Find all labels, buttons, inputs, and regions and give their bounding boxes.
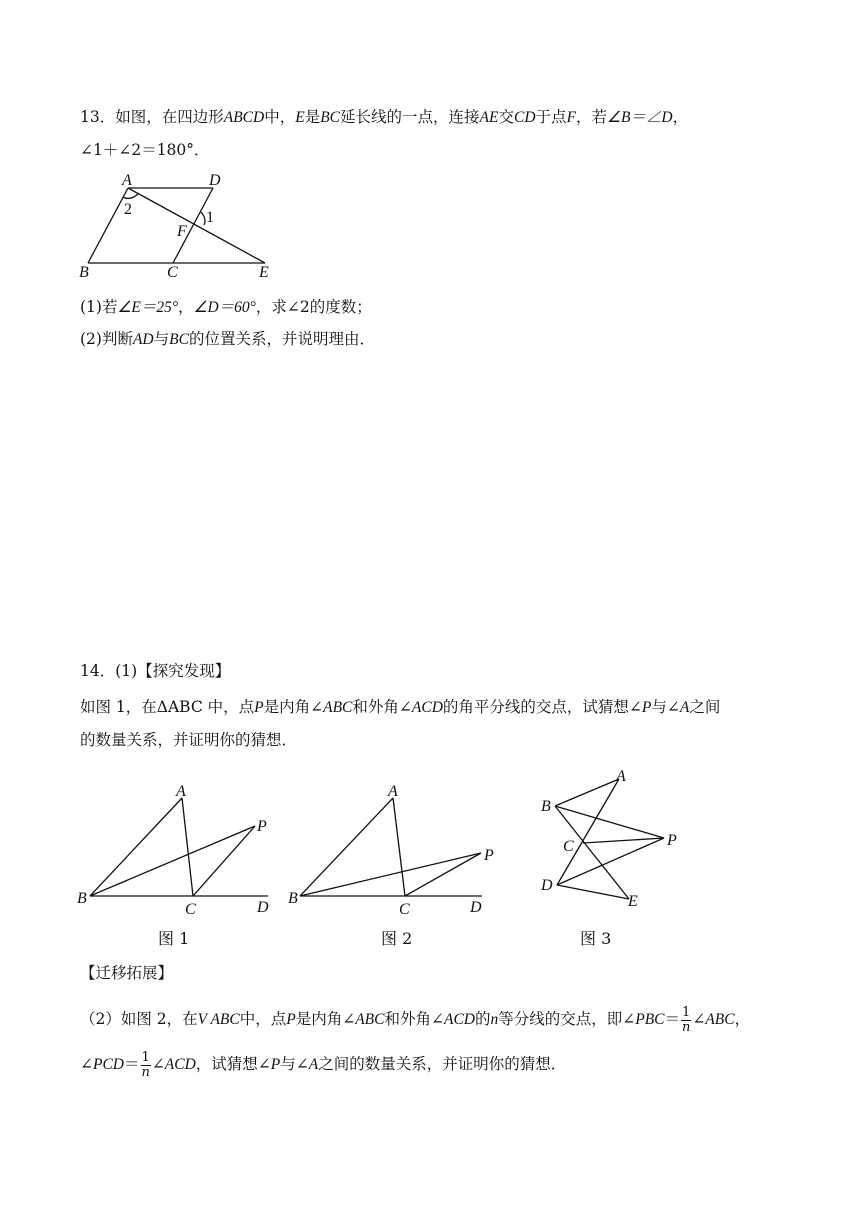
fraction-1-over-n-2: $\frac{1}{n}$ [141, 1049, 150, 1080]
fig1-label-D: D [257, 899, 269, 916]
fig3-caption: 图 3 [580, 929, 612, 948]
fig3-segment-AD [557, 779, 619, 885]
q13-label-B: B [79, 264, 89, 281]
fig2-label-D: D [470, 899, 482, 916]
fig3-label-C: C [563, 838, 574, 855]
q13-label-A: A [122, 172, 132, 189]
q13-label-C: C [167, 264, 178, 281]
fig1-segment-BP [90, 826, 255, 896]
fig3-segment-DE [557, 885, 629, 899]
q13-label-D: D [209, 172, 221, 189]
fig2-segment-BA [300, 798, 393, 896]
q14-part2-line2: ∠PCD＝ $\frac{1}{n}$ ∠ACD，试猜想∠P与∠A之间的数量关系，并证明你的猜想． [80, 1049, 567, 1080]
q13-stem-line1: 13．如图，在四边形ABCD中，E是BC延长线的一点，连接AE交CD于点F，若∠B＝∠D， [80, 108, 689, 126]
q13-label-F: F [177, 223, 187, 240]
q13-part2: (2)判断AD与BC的位置关系，并说明理由． [80, 330, 375, 348]
fig2-segment-AC [393, 798, 405, 896]
q14-part1-line2: 的数量关系，并证明你的猜想． [80, 731, 298, 749]
fig1-segment-BA [90, 798, 182, 896]
q13-label-1: 1 [206, 209, 214, 226]
fig2-segment-BP [300, 853, 481, 896]
fig1-label-A: A [176, 783, 186, 800]
fig3-label-E: E [628, 893, 638, 910]
fig3-label-P: P [667, 832, 677, 849]
fig1-caption: 图 1 [158, 929, 190, 948]
fig1-label-B: B [77, 890, 87, 907]
q14-number: 14． [80, 662, 116, 680]
fig1-segment-AC [182, 798, 193, 896]
fig3-label-A: A [616, 768, 626, 785]
fig3-segment-BP [555, 806, 664, 838]
fraction-1-over-n: $\frac{1}{n}$ [682, 1004, 691, 1035]
fig3-label-B: B [541, 798, 551, 815]
fig3-segment-CP [583, 838, 664, 843]
fig2-label-B: B [288, 890, 298, 907]
fig1-segment-CP [193, 826, 255, 896]
q14-ext-heading: 【迁移拓展】 [80, 964, 174, 982]
q13-label-E: E [259, 264, 269, 281]
fig1-label-C: C [185, 901, 196, 918]
q14-part2-line1: （2）如图 2，在V ABC中，点P是内角∠ABC和外角∠ACD的n等分线的交点，即∠PBC＝ $\frac{1}{n}$ ∠ABC， [80, 1004, 751, 1035]
fig2-label-P: P [484, 847, 494, 864]
fig3-label-D: D [541, 877, 553, 894]
fig1-label-P: P [257, 818, 267, 835]
fig3-segment-BA [555, 779, 619, 806]
fig2-label-A: A [388, 783, 398, 800]
q13-stem-line2: ∠1＋∠2＝180°． [80, 141, 210, 159]
fig2-label-C: C [399, 901, 410, 918]
q14-heading: 14．(1)【探究发现】 [80, 662, 231, 680]
q13-part1: (1)若∠E＝25°，∠D＝60°，求∠2的度数； [80, 298, 372, 316]
q14-part1-line1: 如图 1，在ΔABC 中，点P是内角∠ABC和外角∠ACD的角平分线的交点，试猜想∠P与∠A之间 [80, 698, 721, 716]
q13-label-2: 2 [124, 201, 132, 218]
q13-number: 13． [80, 108, 116, 126]
fig2-segment-CP [405, 853, 481, 896]
fig2-caption: 图 2 [381, 929, 413, 948]
